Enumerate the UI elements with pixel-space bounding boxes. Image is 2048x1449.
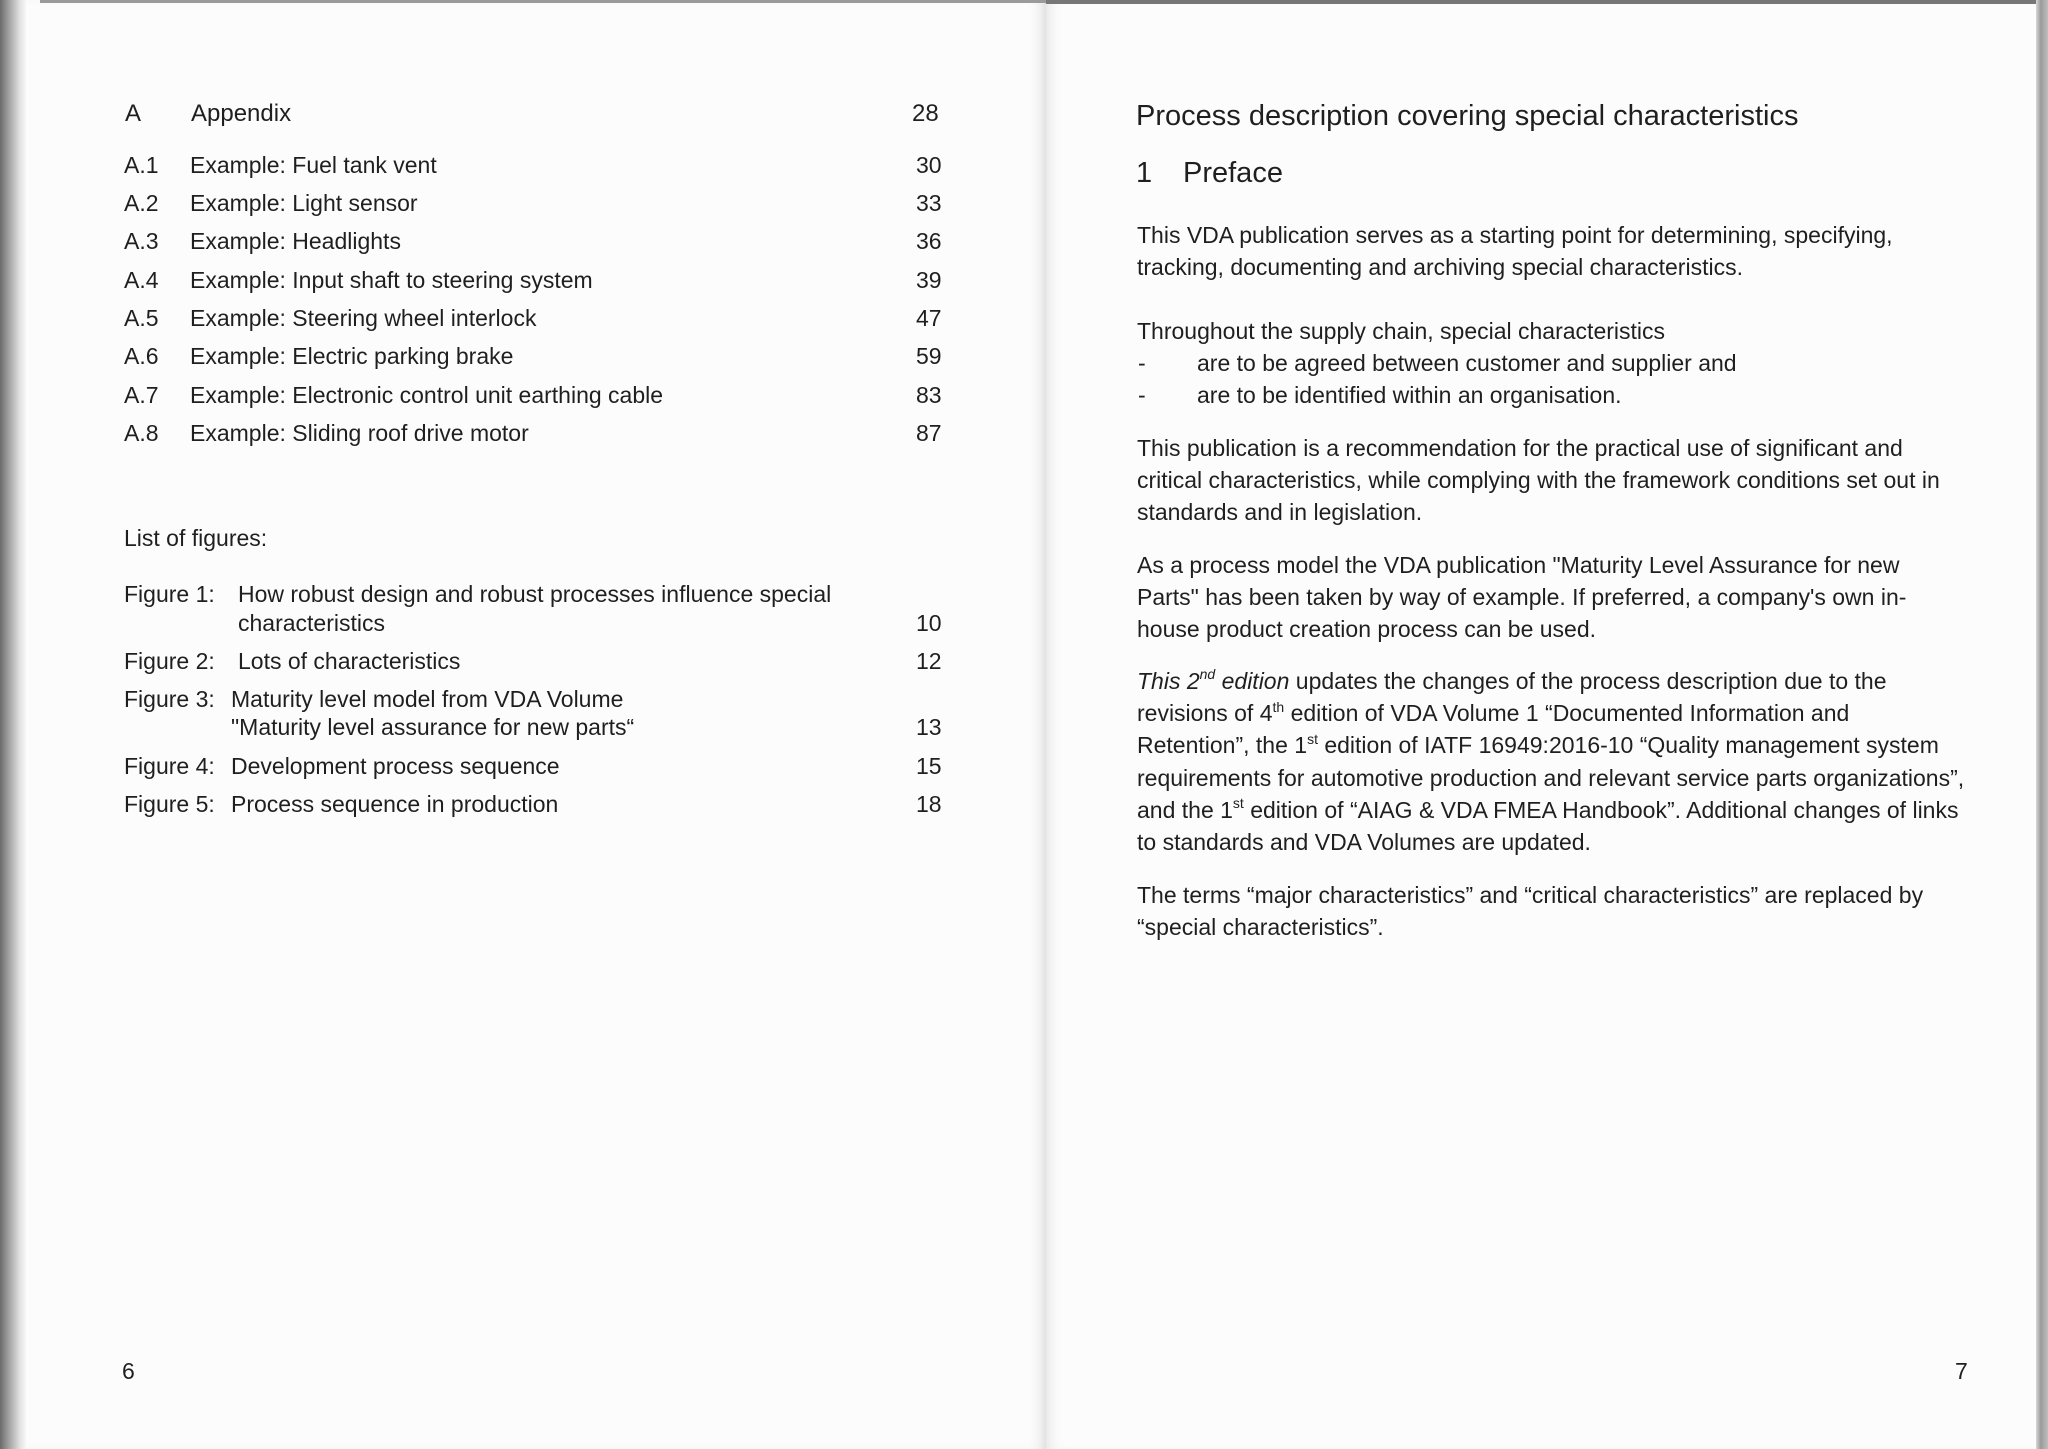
bullet-dash: - (1138, 382, 1146, 408)
toc-row (0, 149, 1046, 179)
figure-label: Figure 5: (124, 791, 215, 817)
paragraph-intro: This VDA publication serves as a starting point for determining, specifying, tracking, documenting and archiving special characteristics. (1137, 222, 1893, 281)
right-page-top-edge (1046, 0, 2036, 4)
right-page-number: 7 (1955, 1358, 1968, 1384)
edition-suffix-th: th (1272, 698, 1285, 715)
page-title: Process description covering special characteristics (1136, 100, 1799, 132)
toc-title: Example: Steering wheel interlock (190, 305, 537, 331)
toc-title: Example: Electric parking brake (190, 343, 514, 369)
appendix-title: Appendix (191, 100, 292, 127)
toc-row (0, 379, 1046, 409)
left-page-top-edge (40, 0, 1046, 3)
toc-number: A.5 (124, 305, 159, 331)
paragraph-supply-chain: Throughout the supply chain, special characteristics (1137, 318, 1666, 344)
book-binding-shadow (0, 0, 26, 1449)
toc-number: A.8 (124, 420, 159, 446)
edition-suffix-st: st (1307, 730, 1318, 747)
figure-title-line2: characteristics (238, 610, 385, 636)
section-title: Preface (1183, 157, 1283, 189)
figure-title-line2: "Maturity level assurance for new parts“ (231, 714, 635, 740)
paragraph-edition-update (1137, 665, 1967, 858)
appendix-number: A (125, 100, 142, 127)
toc-number: A.1 (124, 152, 159, 178)
figure-page: 13 (916, 714, 942, 740)
toc-row (0, 417, 1046, 447)
toc-page: 59 (916, 343, 942, 369)
figure-page: 10 (916, 610, 942, 636)
figure-page: 12 (916, 648, 942, 674)
appendix-page: 28 (912, 100, 939, 127)
figures-heading: List of figures: (124, 525, 268, 551)
toc-number: A.7 (124, 382, 159, 408)
toc-page: 47 (916, 305, 942, 331)
toc-number: A.4 (124, 267, 159, 293)
toc-page: 33 (916, 190, 942, 216)
edition-suffix-st: st (1232, 795, 1244, 812)
figure-page: 18 (916, 791, 942, 817)
figure-title-line1: Development process sequence (231, 753, 560, 779)
toc-title: Example: Light sensor (190, 190, 418, 216)
toc-row (0, 302, 1046, 332)
edition-text-4: edition of “AIAG & VDA FMEA Handbook”. Additional changes of links to standards and VDA Volumes are updated. (1137, 796, 1959, 856)
toc-page: 36 (916, 228, 942, 254)
toc-row (0, 264, 1046, 294)
toc-page: 39 (916, 267, 942, 293)
figure-title-line1: How robust design and robust processes influence special (238, 581, 832, 607)
toc-title: Example: Headlights (190, 228, 401, 254)
figure-label: Figure 2: (124, 648, 215, 674)
figure-title-line1: Process sequence in production (231, 791, 559, 817)
toc-row (0, 340, 1046, 370)
left-page-number: 6 (122, 1358, 135, 1384)
toc-row (0, 187, 1046, 217)
bullet-text: are to be agreed between customer and supplier and (1197, 350, 1737, 376)
paragraph-recommendation: This publication is a recommendation for the practical use of significant and critical characteristics, while complying with the framework conditions set out in standards and in legislation. (1137, 435, 1940, 526)
toc-title: Example: Fuel tank vent (190, 152, 437, 178)
figure-title-line1: Lots of characteristics (238, 648, 461, 674)
figure-label: Figure 3: (124, 686, 215, 712)
edition-word: edition (1215, 668, 1290, 694)
figure-title-line1: Maturity level model from VDA Volume (231, 686, 624, 712)
figure-page: 15 (916, 753, 942, 779)
bullet-text: are to be identified within an organisation. (1197, 382, 1622, 408)
paragraph-terms: The terms “major characteristics” and “critical characteristics” are replaced by “special characteristics”. (1137, 882, 1924, 941)
toc-title: Example: Electronic control unit earthing cable (190, 382, 664, 408)
toc-number: A.2 (124, 190, 159, 216)
edition-suffix-nd: nd (1199, 666, 1216, 683)
toc-page: 87 (916, 420, 942, 446)
toc-page: 30 (916, 152, 942, 178)
figure-label: Figure 4: (124, 753, 215, 779)
toc-number: A.6 (124, 343, 159, 369)
toc-page: 83 (916, 382, 942, 408)
toc-title: Example: Sliding roof drive motor (190, 420, 529, 446)
edition-text-2: edition of VDA Volume 1 “Documented Information and Retention”, the 1 (1137, 700, 1850, 759)
toc-row (0, 225, 1046, 255)
paragraph-process-model: As a process model the VDA publication "Maturity Level Assurance for new Parts" has been taken by way of example. If preferred, a company's own in-house product creation process can be used. (1137, 552, 1907, 643)
toc-title: Example: Input shaft to steering system (190, 267, 593, 293)
right-page-edge (2036, 0, 2048, 1449)
edition-text-3: edition of IATF 16949:2016-10 “Quality management system requirements for automotive production and relevant service parts organizations”, and the 1 (1137, 732, 1965, 823)
toc-number: A.3 (124, 228, 159, 254)
bullet-dash: - (1138, 350, 1146, 376)
edition-text-1: updates the changes of the process description due to the revisions of 4 (1137, 668, 1887, 727)
figure-label: Figure 1: (124, 581, 215, 607)
section-number: 1 (1136, 157, 1153, 189)
edition-this: This 2 (1137, 668, 1200, 694)
